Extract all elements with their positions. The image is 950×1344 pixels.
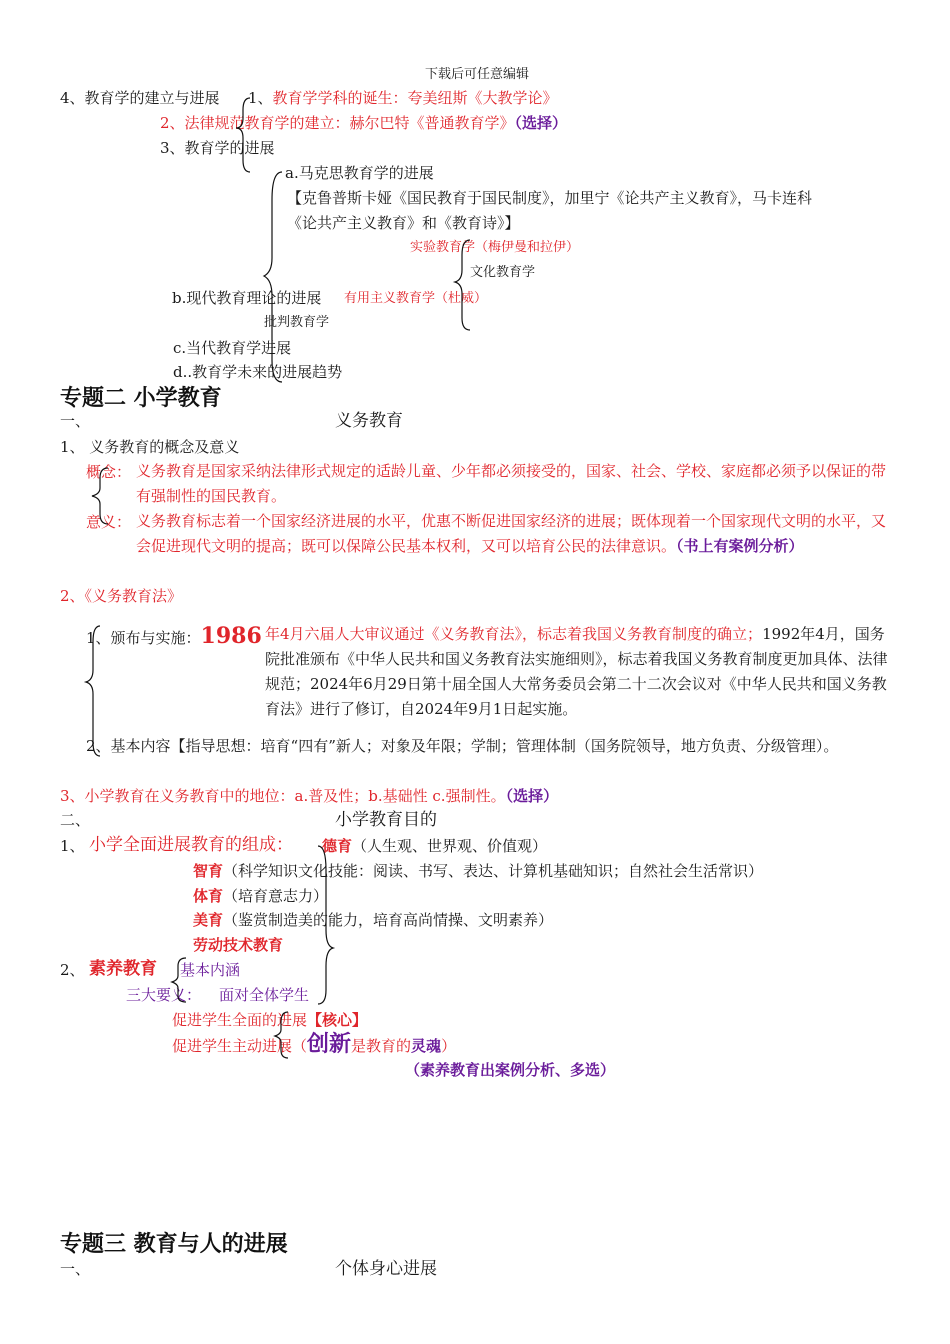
law1-line (86, 623, 262, 649)
aest: 美育 (193, 911, 224, 929)
all-round: 促进学生全面的进展 (172, 1011, 308, 1029)
topic2-title: 专题二 小学教育 (60, 385, 222, 411)
meaning-text-body: 义务教育标志着一个国家经济进展的水平，优惠不断促进国家经济的进展；既体现着一个国家现代文明的水平，又会促进现代文明的提高；既可以保障公民基本权利，又可以培育公民的法律意识。 (136, 512, 887, 555)
concept-text-body: 义务教育是国家采纳法律形式规定的适龄儿童、少年都必须接受的，国家、社会、学校、家庭都必须予以保证的带有强制性的国民教育。 (136, 462, 887, 505)
topic2-sec1-num: 一、 (60, 412, 91, 430)
active-line (172, 1031, 457, 1057)
phys-line (193, 886, 328, 906)
topic3-sec1-title: 个体身心进展 (335, 1259, 437, 1279)
page-header: 下载后可任意编辑 (425, 67, 530, 82)
aest-line (193, 910, 553, 930)
meaning-text (136, 509, 892, 559)
active-pre: 促进学生主动进展（ (172, 1037, 308, 1055)
topic2-sec2-num: 二、 (60, 811, 91, 829)
brace-s4 (236, 98, 250, 172)
law1-prefix: 1、颁布与实施： (86, 629, 201, 647)
q2-label: 素养教育 (89, 959, 157, 979)
s4-b-critical: 批判教育学 (264, 315, 330, 330)
s4-item-a-detail-1: 【克鲁普斯卡娅《国民教育于国民制度》，加里宁《论共产主义教育》，马卡连科 (287, 189, 813, 207)
moral-line (322, 836, 547, 856)
law1-rest: 1992年4月，国务院批准颁布《中华人民共和国义务教育法实施细则》，标志着我国义务教育制度更加具体、法律规范；2024年6月29日第十届全国人大常务委员会第二十二次会议对《中华人民共和国义务教育法》进行了修订，自2024年9月1日起实施。 (265, 625, 888, 718)
topic2-point1: 1、 义务教育的概念及意义 (60, 438, 240, 456)
meaning-tag: （书上有案例分析） (676, 537, 804, 555)
topic3-title: 专题三 教育与人的进展 (60, 1231, 288, 1257)
q1-label: 小学全面进展教育的组成： (89, 835, 293, 855)
point3-tag: （选择） (505, 787, 559, 805)
q2-num: 2、 (60, 961, 85, 979)
all-round-line (172, 1010, 367, 1030)
s4-item2-text: 2、法律规范教育学的建立：赫尔巴特《普通教育学》 (160, 114, 515, 132)
topic2-point2: 2、《义务教育法》 (60, 587, 183, 605)
law1-red: 年4月六届人大审议通过《义务教育法》，标志着我国义务教育制度的确立； (265, 625, 763, 643)
meaning-label: 意义： (86, 513, 132, 531)
point3-text: 3、小学教育在义务教育中的地位：a.普及性；b.基础性 c.强制性。 (60, 787, 506, 805)
s4-title: 4、教育学的建立与进展 (60, 89, 220, 107)
s4-item-d: d..教育学未来的进展趋势 (173, 363, 343, 381)
s4-item-c: c.当代教育学进展 (173, 339, 292, 357)
case-tag: （素养教育出案例分析、多选） (405, 1061, 616, 1079)
s4-item-a-detail-2: 《论共产主义教育》和《教育诗》】 (287, 214, 520, 232)
phys-detail: （培育意志力） (223, 887, 329, 905)
basic-meaning: 基本内涵 (180, 961, 241, 979)
concept-label: 概念： (86, 463, 132, 481)
intel: 智育 (193, 862, 224, 880)
s4-b-experimental: 实验教育学（梅伊曼和拉伊） (410, 240, 580, 255)
law1-text (265, 622, 893, 722)
s4-item2-tag: （选择） (514, 114, 568, 132)
s4-item-a: a.马克思教育学的进展 (285, 164, 434, 182)
intel-detail: （科学知识文化技能：阅读、书写、表达、计算机基础知识；自然社会生活常识） (223, 862, 764, 880)
aest-detail: （鉴赏制造美的能力，培育高尚情操、文明素养） (223, 911, 554, 929)
topic2-sec1-title: 义务教育 (335, 411, 403, 431)
topic3-sec1-num: 一、 (60, 1260, 91, 1278)
s4-b-cultural: 文化教育学 (470, 265, 536, 280)
phys: 体育 (193, 887, 224, 905)
all-round-tag: 【核心】 (307, 1011, 368, 1029)
three-meanings: 三大要义： (126, 986, 202, 1004)
s4-item1 (248, 88, 558, 108)
moral-detail: （人生观、世界观、价值观） (352, 837, 548, 855)
s4-item3: 3、教育学的进展 (160, 139, 275, 157)
q1-num: 1、 (60, 837, 85, 855)
intel-line (193, 861, 763, 881)
s4-item1-prefix: 1、 (248, 89, 273, 107)
labor: 劳动技术教育 (193, 936, 284, 954)
s4-b-pragmatic: 有用主义教育学（杜威） (344, 291, 488, 306)
innovate: 创新 (307, 1031, 352, 1057)
topic2-sec2-title: 小学教育目的 (335, 810, 437, 830)
s4-item2 (160, 113, 567, 133)
s4-item-b: b.现代教育理论的进展 (172, 289, 322, 307)
s4-item1-text: 教育学学科的诞生：夸美纽斯《大教学论》 (272, 89, 558, 107)
law1-year: 1986 (200, 623, 262, 649)
moral: 德育 (322, 837, 353, 855)
concept-text (136, 459, 892, 509)
law2-text: 2、基本内容【指导思想：培育“四有”新人；对象及年限；学制；管理体制（国务院领导，地方负责、分级管理）。 (86, 737, 839, 755)
soul: 灵魂 (411, 1037, 442, 1055)
face-all: 面对全体学生 (219, 986, 310, 1004)
topic2-point3 (60, 786, 558, 806)
active-mid: 是教育的 (351, 1037, 412, 1055)
active-post: ） (441, 1037, 457, 1055)
